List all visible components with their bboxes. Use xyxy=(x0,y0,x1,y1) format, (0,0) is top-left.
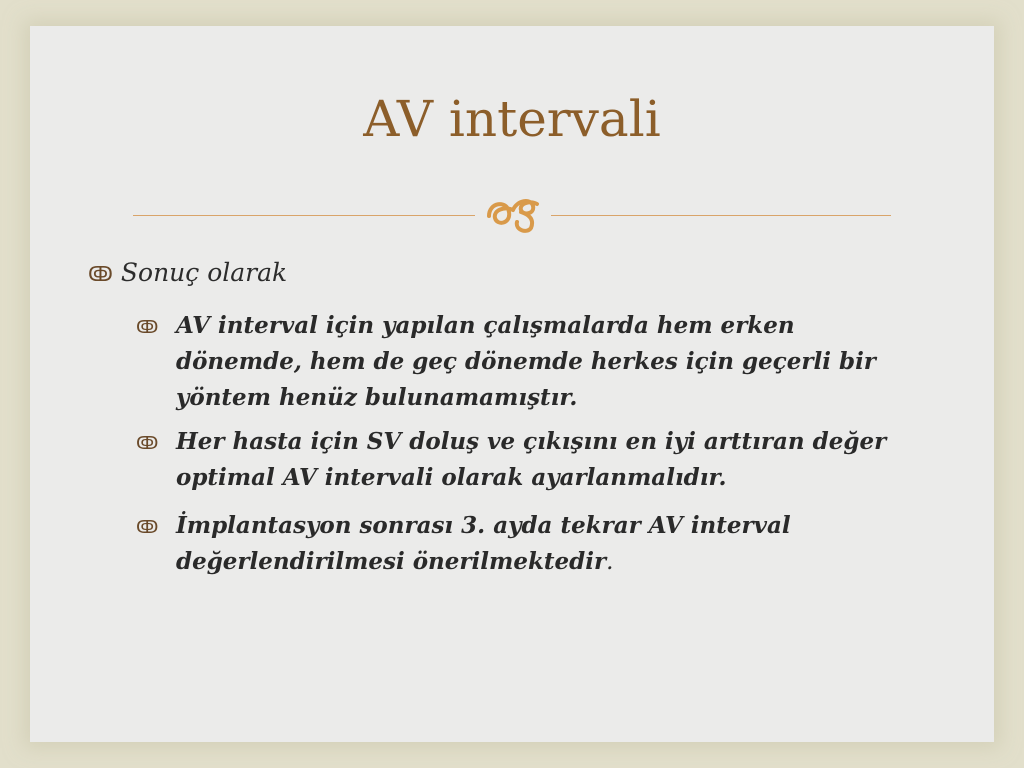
bullet-level2-text: Her hasta için SV doluş ve çıkışını en iyi arttıran değer optimal AV intervali olarak ayarlanmalıdır. xyxy=(176,428,887,491)
bullet-level2-text: İmplantasyon sonrası 3. ayda tekrar AV interval değerlendirilmesi önerilmektedir xyxy=(176,512,791,575)
bullet-level2-item xyxy=(136,508,906,580)
swash-ornament-icon-svg xyxy=(483,190,543,234)
bullet-level2-text-wrap xyxy=(176,508,906,580)
bullet-level1 xyxy=(88,258,287,287)
bullet-level2-item xyxy=(136,424,906,496)
swash-ornament-icon xyxy=(475,190,551,234)
bullet-level1-text: Sonuç olarak xyxy=(120,258,288,287)
bullet-swash-icon: ↂ xyxy=(136,433,159,454)
bullet-level2-text: AV interval için yapılan çalışmalarda hem erken dönemde, hem de geç dönemde herkes için geçerli bir yöntem henüz bulunamamıştır. xyxy=(176,312,876,411)
bullet-level2-trailing-period: . xyxy=(606,549,614,575)
bullet-swash-icon: ↂ xyxy=(136,317,159,338)
bullet-swash-icon: ↂ xyxy=(136,517,159,538)
bullet-swash-icon: ↂ xyxy=(88,262,113,286)
slide-title: AV intervali xyxy=(363,90,661,148)
bullet-level2-item xyxy=(136,308,906,416)
